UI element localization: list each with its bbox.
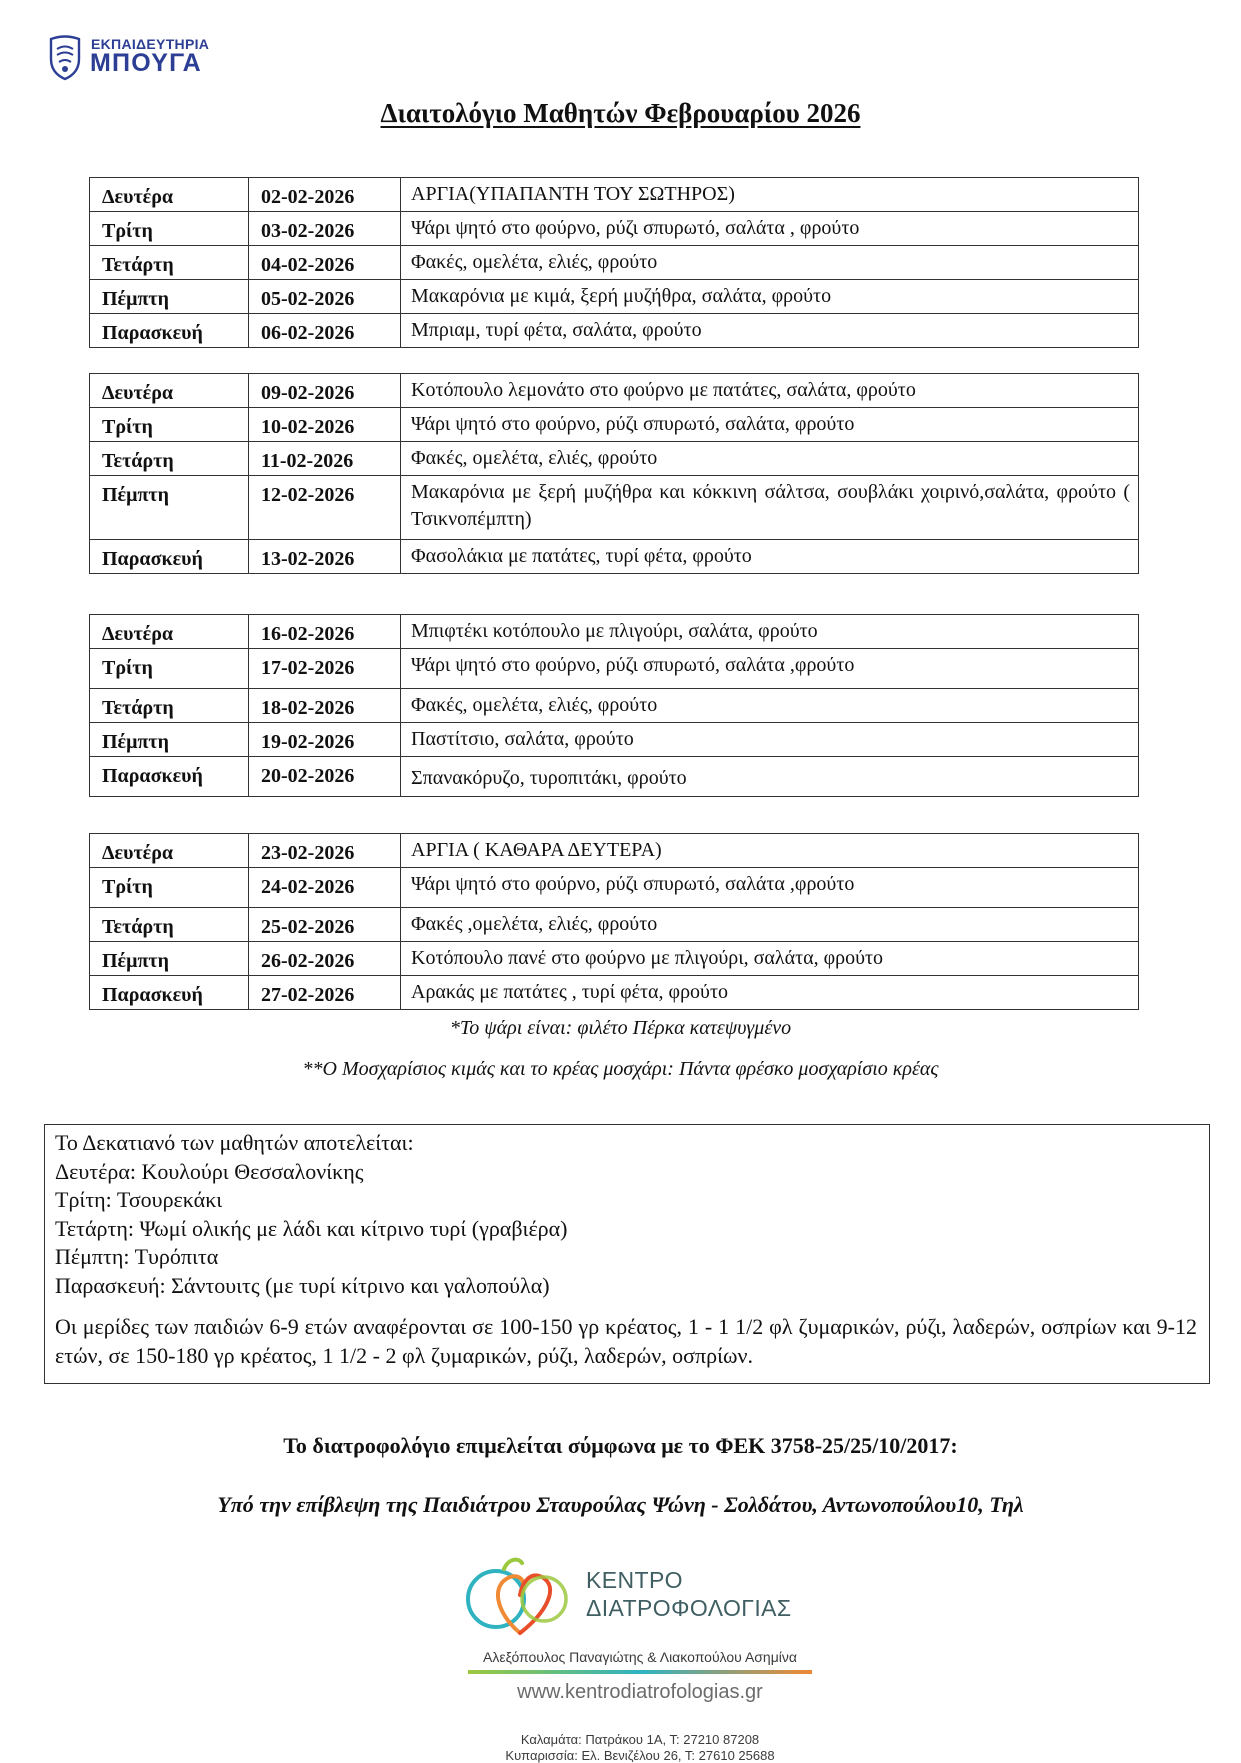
- week-table-3: [89, 614, 1139, 797]
- table-row: [90, 476, 1139, 540]
- table-row: [90, 540, 1139, 574]
- table-row: [90, 615, 1139, 649]
- day-cell: Παρασκευή: [90, 540, 249, 574]
- day-cell: Δευτέρα: [90, 374, 249, 408]
- day-cell: Δευτέρα: [90, 178, 249, 212]
- table-row: [90, 723, 1139, 757]
- supervision-statement: Υπό την επίβλεψη της Παιδιάτρου Σταυρούλας Ψώνη - Σολδάτου, Αντωνοπούλου10, Τηλ: [217, 1492, 1024, 1517]
- menu-cell: Μακαρόνια με κιμά, ξερή μυζήθρα, σαλάτα, φρούτο: [401, 280, 1139, 314]
- page-title: Διαιτολόγιο Μαθητών Φεβρουαρίου 2026: [380, 98, 861, 128]
- kentro-gradient-divider: [468, 1670, 812, 1674]
- school-crest-icon: [47, 35, 83, 81]
- kentro-name-line2: ΔΙΑΤΡΟΦΟΛΟΓΙΑΣ: [586, 1595, 792, 1621]
- table-row: [90, 374, 1139, 408]
- day-cell: Παρασκευή: [90, 757, 249, 797]
- date-cell: 16-02-2026: [249, 615, 401, 649]
- date-cell: 18-02-2026: [249, 689, 401, 723]
- menu-cell: Φακές ,ομελέτα, ελιές, φρούτο: [401, 908, 1139, 942]
- kentro-address-kyparissia: Κυπαρισσία: Ελ. Βενιζέλου 26, Τ: 27610 25688: [505, 1748, 775, 1763]
- menu-cell: Κοτόπουλο λεμονάτο στο φούρνο με πατάτες, σαλάτα, φρούτο: [401, 374, 1139, 408]
- table-row: [90, 212, 1139, 246]
- table-row: [90, 178, 1139, 212]
- day-cell: Τρίτη: [90, 649, 249, 689]
- date-cell: 13-02-2026: [249, 540, 401, 574]
- table-row: [90, 834, 1139, 868]
- fek-statement: Το διατροφολόγιο επιμελείται σύμφωνα με το ΦΕΚ 3758-25/25/10/2017:: [283, 1433, 958, 1458]
- beef-note: **Ο Μοσχαρίσιος κιμάς και το κρέας μοσχάρι: Πάντα φρέσκο μοσχαρίσιο κρέας: [302, 1058, 939, 1080]
- day-cell: Τρίτη: [90, 212, 249, 246]
- date-cell: 20-02-2026: [249, 757, 401, 797]
- day-cell: Δευτέρα: [90, 615, 249, 649]
- day-cell: Τρίτη: [90, 408, 249, 442]
- date-cell: 25-02-2026: [249, 908, 401, 942]
- snack-line-wednesday: Τετάρτη: Ψωμί ολικής με λάδι και κίτρινο τυρί (γραβιέρα): [55, 1215, 568, 1241]
- kentro-name-line1: ΚΕΝΤΡΟ: [586, 1567, 683, 1593]
- table-row: [90, 942, 1139, 976]
- table-row: [90, 649, 1139, 689]
- kentro-address-kalamata: Καλαμάτα: Πατράκου 1Α, Τ: 27210 87208: [520, 1732, 760, 1747]
- menu-cell: Κοτόπουλο πανέ στο φούρνο με πλιγούρι, σαλάτα, φρούτο: [401, 942, 1139, 976]
- day-cell: Τετάρτη: [90, 442, 249, 476]
- menu-cell: Ψάρι ψητό στο φούρνο, ρύζι σπυρωτό, σαλάτα ,φρούτο: [401, 868, 1139, 908]
- week-table-1: [89, 177, 1139, 348]
- day-cell: Πέμπτη: [90, 280, 249, 314]
- day-cell: Πέμπτη: [90, 723, 249, 757]
- date-cell: 19-02-2026: [249, 723, 401, 757]
- date-cell: 09-02-2026: [249, 374, 401, 408]
- menu-cell: Μπριαμ, τυρί φέτα, σαλάτα, φρούτο: [401, 314, 1139, 348]
- day-cell: Παρασκευή: [90, 314, 249, 348]
- snack-line-monday: Δευτέρα: Κουλούρι Θεσσαλονίκης: [55, 1158, 364, 1184]
- day-cell: Τετάρτη: [90, 689, 249, 723]
- menu-cell: Σπανακόρυζο, τυροπιτάκι, φρούτο: [401, 757, 1139, 797]
- date-cell: 05-02-2026: [249, 280, 401, 314]
- kentro-website: www.kentrodiatrofologias.gr: [517, 1681, 763, 1703]
- day-cell: Τρίτη: [90, 868, 249, 908]
- table-row: [90, 246, 1139, 280]
- day-cell: Πέμπτη: [90, 476, 249, 540]
- date-cell: 24-02-2026: [249, 868, 401, 908]
- day-cell: Δευτέρα: [90, 834, 249, 868]
- intertwined-hearts-icon: [460, 1555, 580, 1645]
- day-cell: Πέμπτη: [90, 942, 249, 976]
- table-row: [90, 976, 1139, 1010]
- school-name-line2: ΜΠΟΥΓΑ: [90, 49, 202, 77]
- menu-cell: ΑΡΓΙΑ(ΥΠΑΠΑΝΤΗ ΤΟΥ ΣΩΤΗΡΟΣ): [401, 178, 1139, 212]
- week-table-2: [89, 373, 1139, 574]
- fish-note: *Το ψάρι είναι: φιλέτο Πέρκα κατεψυγμένο: [449, 1017, 792, 1039]
- menu-cell: ΑΡΓΙΑ ( ΚΑΘΑΡΑ ΔΕΥΤΕΡΑ): [401, 834, 1139, 868]
- day-cell: Τετάρτη: [90, 246, 249, 280]
- date-cell: 11-02-2026: [249, 442, 401, 476]
- menu-cell: Φακές, ομελέτα, ελιές, φρούτο: [401, 246, 1139, 280]
- portions-text: Οι μερίδες των παιδιών 6-9 ετών αναφέρονται σε 100-150 γρ κρέατος, 1 - 1 1/2 φλ ζυμαρικών, ρύζι, λαδερών, οσπρίων και 9-12 ετών, σε 150-180 γρ κρέατος, 1 1/2 - 2 φλ ζυμαρικών, ρύζι, λαδερών, οσπρίων.: [55, 1314, 1197, 1368]
- table-row: [90, 442, 1139, 476]
- school-name-line1: ΕΚΠΑΙΔΕΥΤΗΡΙΑ: [91, 36, 210, 52]
- snack-info-box: [44, 1124, 1210, 1384]
- snack-line-tuesday: Τρίτη: Τσουρεκάκι: [55, 1187, 223, 1212]
- snack-line-friday: Παρασκευή: Σάντουιτς (με τυρί κίτρινο και γαλοπούλα): [55, 1272, 550, 1298]
- table-row: [90, 757, 1139, 797]
- menu-cell: Μακαρόνια με ξερή μυζήθρα και κόκκινη σάλτσα, σουβλάκι χοιρινό,σαλάτα, φρούτο ( Τσικνοπέμπτη): [401, 476, 1139, 540]
- menu-cell: Ψάρι ψητό στο φούρνο, ρύζι σπυρωτό, σαλάτα, φρούτο: [401, 408, 1139, 442]
- menu-cell: Φασολάκια με πατάτες, τυρί φέτα, φρούτο: [401, 540, 1139, 574]
- menu-cell: Ψάρι ψητό στο φούρνο, ρύζι σπυρωτό, σαλάτα , φρούτο: [401, 212, 1139, 246]
- date-cell: 26-02-2026: [249, 942, 401, 976]
- snack-heading: Το Δεκατιανό των μαθητών αποτελείται:: [55, 1130, 414, 1155]
- date-cell: 23-02-2026: [249, 834, 401, 868]
- date-cell: 04-02-2026: [249, 246, 401, 280]
- week-table-4: [89, 833, 1139, 1010]
- table-row: [90, 908, 1139, 942]
- day-cell: Τετάρτη: [90, 908, 249, 942]
- date-cell: 17-02-2026: [249, 649, 401, 689]
- date-cell: 10-02-2026: [249, 408, 401, 442]
- menu-cell: Ψάρι ψητό στο φούρνο, ρύζι σπυρωτό, σαλάτα ,φρούτο: [401, 649, 1139, 689]
- snack-line-thursday: Πέμπτη: Τυρόπιτα: [55, 1244, 219, 1269]
- table-row: [90, 280, 1139, 314]
- table-row: [90, 314, 1139, 348]
- table-row: [90, 689, 1139, 723]
- menu-cell: Αρακάς με πατάτες , τυρί φέτα, φρούτο: [401, 976, 1139, 1010]
- menu-cell: Φακές, ομελέτα, ελιές, φρούτο: [401, 442, 1139, 476]
- date-cell: 02-02-2026: [249, 178, 401, 212]
- menu-cell: Φακές, ομελέτα, ελιές, φρούτο: [401, 689, 1139, 723]
- date-cell: 06-02-2026: [249, 314, 401, 348]
- table-row: [90, 408, 1139, 442]
- kentro-owner-names: Αλεξόπουλος Παναγιώτης & Λιακοπούλου Ασημίνα: [483, 1649, 797, 1665]
- menu-cell: Μπιφτέκι κοτόπουλο με πλιγούρι, σαλάτα, φρούτο: [401, 615, 1139, 649]
- day-cell: Παρασκευή: [90, 976, 249, 1010]
- menu-cell: Παστίτσιο, σαλάτα, φρούτο: [401, 723, 1139, 757]
- school-logo: [44, 32, 244, 84]
- date-cell: 03-02-2026: [249, 212, 401, 246]
- date-cell: 12-02-2026: [249, 476, 401, 540]
- date-cell: 27-02-2026: [249, 976, 401, 1010]
- table-row: [90, 868, 1139, 908]
- kentro-logo: [460, 1555, 820, 1763]
